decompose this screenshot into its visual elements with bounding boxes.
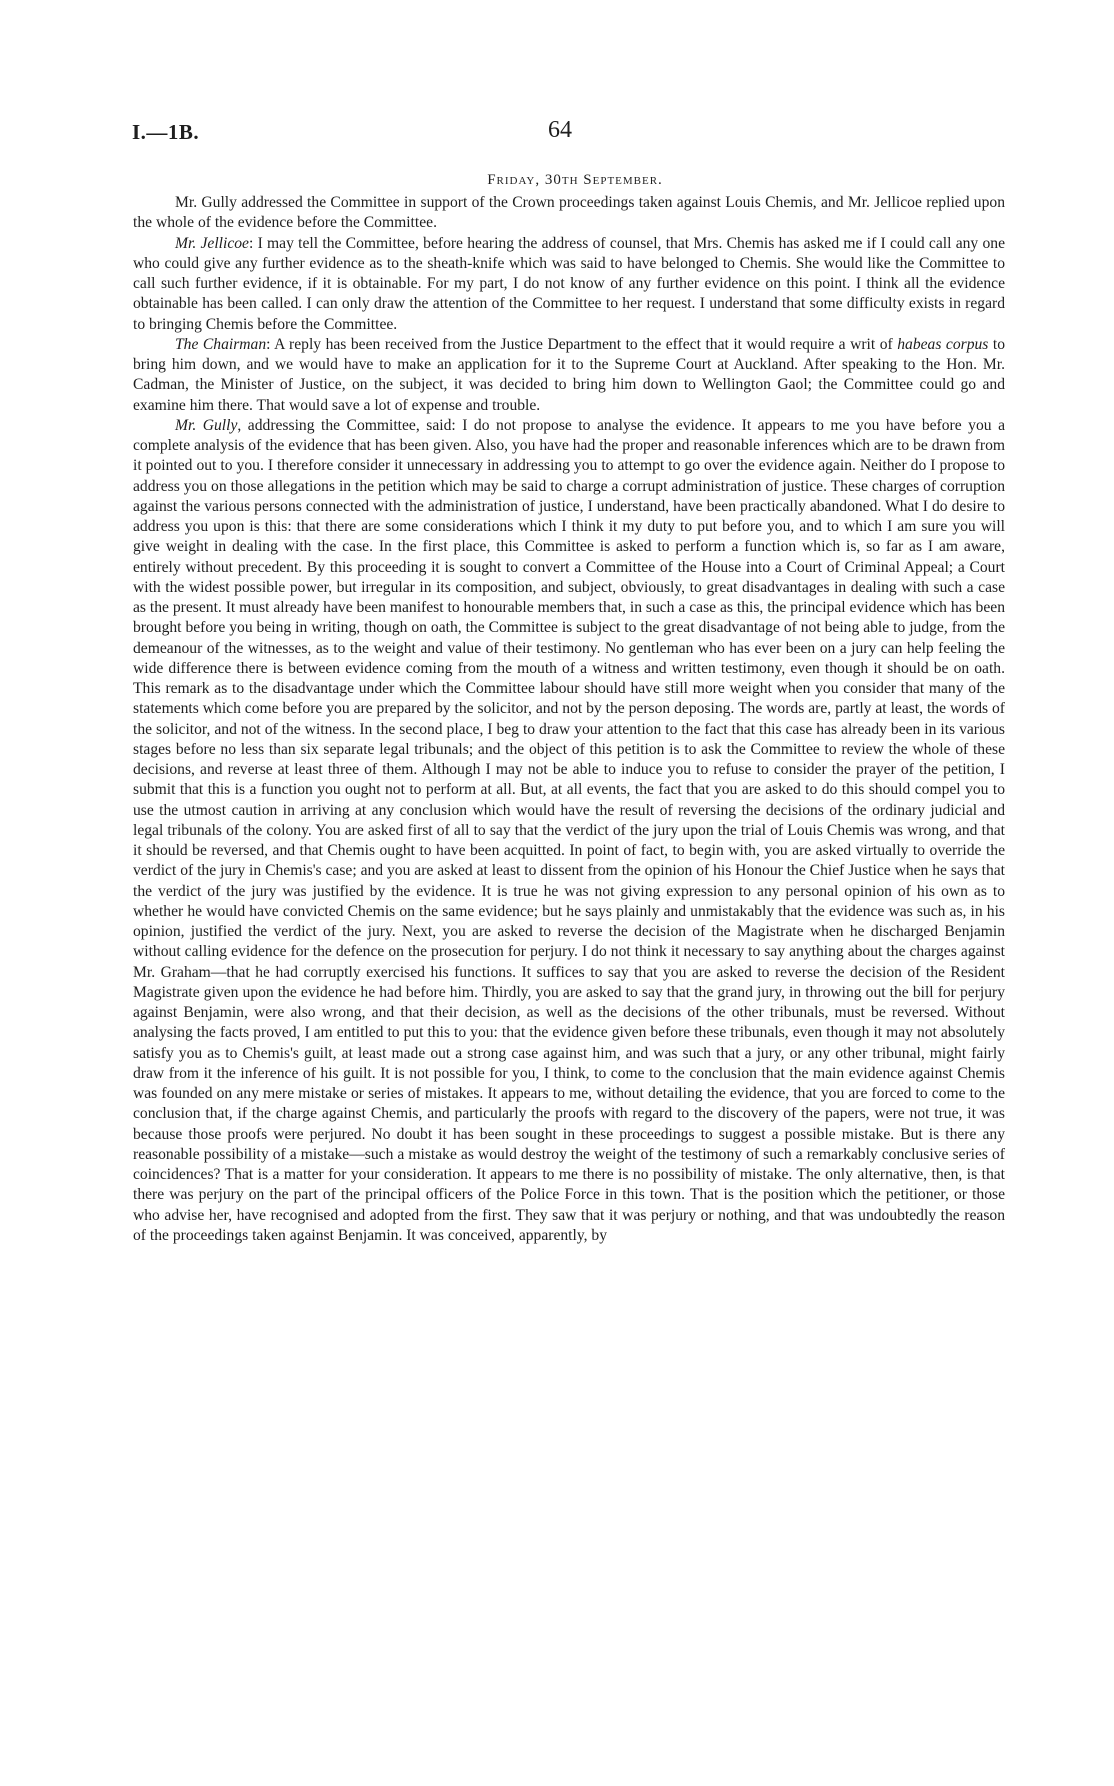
page-number: 64 xyxy=(548,117,572,143)
paragraph xyxy=(133,193,1005,234)
paragraph-text: to bring him down, and we would have to make an application for it to the Supreme Court at Auckland. After speaking to the Hon. Mr. Cadman, the Minister of Justice, on the subject, it was decided to bring him down to Wellington Gaol; the Committee could go and examine him there. That would save a lot of expense and trouble. xyxy=(133,335,1005,414)
italic-term: habeas corpus xyxy=(897,335,989,353)
paragraph-text: Mr. Gully addressed the Committee in support of the Crown proceedings taken against Louis Chemis, and Mr. Jellicoe replied upon the whole of the evidence before the Committee. xyxy=(133,194,1005,232)
speaker-name: Mr. Jellicoe xyxy=(175,234,249,252)
paragraph xyxy=(133,335,1005,416)
speaker-name: Mr. Gully xyxy=(175,416,238,434)
paragraph-text: : A reply has been received from the Justice Department to the effect that it would require a writ of xyxy=(266,335,898,353)
body-text xyxy=(133,193,1005,1246)
paragraph xyxy=(133,234,1005,335)
paragraph-text: , addressing the Committee, said: I do not propose to analyse the evidence. It appears to me you have before you a complete analysis of the evidence that has been given. Also, you have had the proper and reasonable inferences which are to be drawn from it pointed out to you. I therefore consider it unnecessary in addressing you to attempt to go over the evidence again. Neither do I propose to address you on those allegations in the petition which may be said to charge a corrupt administration of justice. These charges of corruption against the various persons connected with the administration of justice, I understand, have been practically abandoned. What I do desire to address you upon is this: that there are some considerations which I think it my duty to put before you, and to which I am sure you will give weight in dealing with the case. In the first place, this Committee is asked to perform a function which is, so far as I am aware, entirely without precedent. By this proceeding it is sought to convert a Committee of the House into a Court of Criminal Appeal; a Court with the widest possible power, but irregular in its composition, and subject, obviously, to great disadvantages in dealing with such a case as the present. It must already have been manifest to honourable members that, in such a case as this, the principal evidence which has been brought before you being in writing, though on oath, the Committee is subject to the great disadvantage of not being able to judge, from the demeanour of the witnesses, as to the weight and value of their testimony. No gentleman who has ever been on a jury can help feeling the wide difference there is between evidence coming from the mouth of a witness and written testimony, even though it should be on oath. This remark as to the disadvantage under which the Committee labour should have still more weight when you consider that many of the statements which come before you are prepared by the solicitor, and not by the person deposing. The words are, partly at least, the words of the solicitor, and not of the witness. In the second place, I beg to draw your attention to the fact that this case has already been in its various stages before no less than six separate legal tribunals; and the object of this petition is to ask the Committee to review the whole of these decisions, and reverse at least three of them. Although I may not be able to induce you to refuse to consider the prayer of the petition, I submit that this is a function you ought not to perform at all. But, at all events, the fact that you are asked to do this should compel you to use the utmost caution in arriving at any conclusion which would have the result of reversing the decisions of the ordinary judicial and legal tribunals of the colony. You are asked first of all to say that the verdict of the jury upon the trial of Louis Chemis was wrong, and that it should be reversed, and that Chemis ought to have been acquitted. In point of fact, to begin with, you are asked virtually to override the verdict of the jury in Chemis's case; and you are asked at least to dissent from the opinion of his Honour the Chief Justice when he says that the verdict of the jury was justified by the evidence. It is true he was not giving expression to any personal opinion of his own as to whether he would have convicted Chemis on the same evidence; but he says plainly and unmistakably that the evidence was such as, in his opinion, justified the verdict of the jury. Next, you are asked to reverse the decision of the Magistrate when he discharged Benjamin without calling evidence for the defence on the prosecution for perjury. I do not think it necessary to say anything about the charges against Mr. Graham—that he had corruptly exercised his functions. It suffices to say that you are asked to reverse the decision of the Resident Magistrate given upon the evidence he had before him. Thirdly, you are asked to say that the grand jury, in throwing out the bill for perjury against Benjamin, were also wrong, and that their decision, as well as the decisions of the other tribunals, must be reversed. Without analysing the facts proved, I am entitled to put this to you: that the evidence given before these tribunals, even though it may not absolutely satisfy you as to Chemis's guilt, at least made out a strong case against him, and was such that a jury, or any other tribunal, might fairly draw from it the inference of his guilt. It is not possible for you, I think, to come to the conclusion that the main evidence against Chemis was founded on any mere mistake or series of mistakes. It appears to me, without detailing the evidence, that you are forced to come to the conclusion that, if the charge against Chemis, and particularly the proofs with regard to the discovery of the papers, were not true, it was because those proofs were perjured. No doubt it has been sought in these proceedings to suggest a possible mistake. But is there any reasonable possibility of a mistake—such a mistake as would destroy the weight of the testimony of such a remarkably conclusive series of coincidences? That is a matter for your consideration. It appears to me there is no possibility of mistake. The only alternative, then, is that there was perjury on the part of the principal officers of the Police Force in this town. That is the position which the petitioner, or those who advise her, have recognised and adopted from the first. They saw that it was perjury or nothing, and that was undoubtedly the reason of the proceedings taken against Benjamin. It was conceived, apparently, by xyxy=(133,416,1005,1244)
document-reference: I.—1B. xyxy=(132,120,200,144)
paragraph xyxy=(133,416,1005,1246)
section-dateline: Friday, 30th September. xyxy=(487,172,663,188)
speaker-name: The Chairman xyxy=(175,335,267,353)
paragraph-text: : I may tell the Committee, before hearing the address of counsel, that Mrs. Chemis has asked me if I could call any one who could give any further evidence as to the sheath-knife which was said to have belonged to Chemis. She would like the Committee to call such further evidence, if it is obtainable. For my part, I do not know of any further evidence on this point. I think all the evidence obtainable has been called. I can only draw the attention of the Committee to her request. I understand that some difficulty exists in regard to bringing Chemis before the Committee. xyxy=(133,234,1005,333)
